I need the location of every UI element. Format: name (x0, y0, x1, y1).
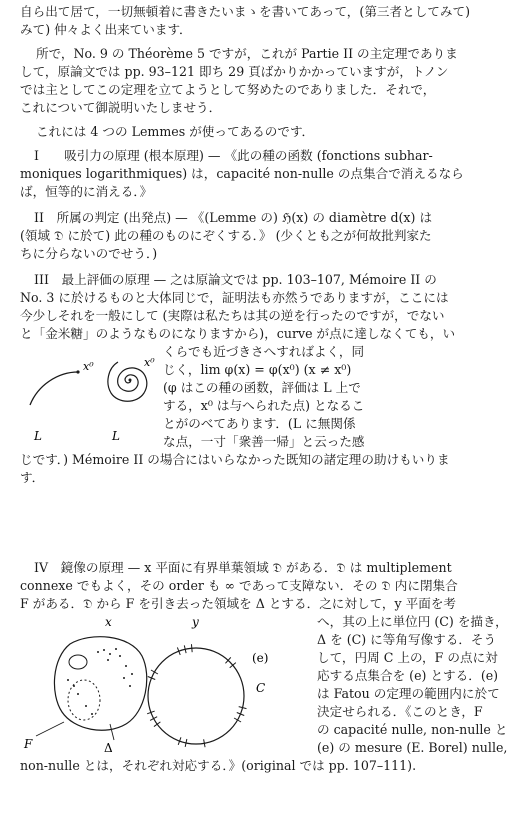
text-line: する，x⁰ は与へられた点) となるこ (163, 398, 365, 413)
text-line: non-nulle とは，それぞれ対応する．》(original では pp. 107–111). (20, 758, 417, 773)
text-line: 所で，No. 9 の Théorème 5 ですが，これが Partie II の主定理でありま (36, 46, 458, 61)
point-x0 (76, 370, 79, 373)
text-line: して，原論文では pp. 93–121 即ち 29 頁ばかりかかっていますが，トノン (20, 64, 449, 79)
label-x0-right: x⁰ (144, 356, 155, 369)
dashed-region (68, 680, 100, 720)
label-c: C (256, 681, 266, 695)
text-line: みて) 仲々よく出来ています． (20, 22, 192, 37)
section-heading-iv: IV 鏡像の原理 — x 平面に有界単葉領域 𝔇 がある．𝔇 は multiplement (34, 560, 452, 575)
text-line: moniques logarithmiques) は，capacité non-nulle の点集合で消えるなら (20, 166, 464, 181)
tick-mark (154, 722, 160, 727)
domain-boundary (54, 637, 146, 731)
ticks-e (147, 644, 246, 747)
text-line: ちに分らないのでせう．) (20, 246, 158, 261)
arc-curve (30, 372, 78, 405)
text-line: No. 3 に於けるものと大体同じで，証明法も亦然うでありますが，ここには (20, 290, 449, 305)
text-line: これについて御説明いたしませう． (20, 100, 222, 115)
label-l-left: L (34, 429, 42, 443)
text-line: では主としてこの定理を立てようとして努めたのでありました．それで， (20, 82, 436, 97)
label-f: F (24, 737, 33, 751)
label-x-plane: x (105, 615, 112, 629)
section-heading-i: I 吸引力の原理 (根本原理) — 《此の種の函数 (fonctions subhar- (34, 148, 433, 163)
label-y-plane: y (192, 615, 199, 629)
label-delta: Δ (104, 741, 113, 755)
text-line: じです．) Mémoire II の場合にはいらなかった既知の諸定理の助けもいりま (20, 452, 450, 467)
tick-mark (234, 718, 241, 722)
inner-hole (69, 655, 87, 669)
text-line: connexe でもよく，その order も ∞ であって支障ない．その 𝔇 内に閉集合 (20, 578, 458, 593)
label-l-right: L (112, 429, 120, 443)
text-line: (領域 𝔇 に於て) 此の種のものにぞくする．》 (少くとも之が何故批判家た (20, 228, 432, 243)
text-line: へ，其の上に単位円 (C) を描き， (317, 614, 508, 629)
text-line: ば，恒等的に消える．》 (20, 184, 153, 199)
text-line: な点，一寸「衆善一帰」と云った感 (163, 434, 365, 449)
spiral-curve (108, 362, 147, 401)
section-heading-ii: II 所属の判定 (出発点) — 《(Lemme の) ℌ(x) の diamètre d(x) は (34, 210, 433, 225)
text-line: くらでも近づきさへすればよく，同 (163, 344, 365, 359)
text-line: は Fatou の定理の範囲内に於て (317, 686, 500, 701)
text-line: F がある．𝔇 から F を引き去った領域を Δ とする．之に対して，y 平面を考 (20, 596, 457, 611)
tick-mark (204, 739, 205, 747)
text-line: の capacité nulle, non-nulle と (317, 722, 508, 737)
label-e: (e) (252, 651, 269, 665)
point-x0-spiral (129, 379, 132, 382)
text-line: と「金米糖」のようなものになりますから)，curve が点に達しなくても，い (20, 326, 456, 341)
section-heading-iii: III 最上評価の原理 — 之は原論文では pp. 103–107, Mémoire II の (34, 272, 437, 287)
text-line: (e) の mesure (E. Borel) nulle, (317, 740, 508, 755)
text-line: 今少しそれを一般にして (実際は私たちは其の逆を行ったのですが，でない (20, 308, 445, 323)
text-line: して，円周 C 上の，F の点に対 (317, 650, 498, 665)
text-line: じく，lim φ(x) = φ(x⁰) (x ≠ x⁰) (163, 362, 352, 377)
text-line: 応する点集合を (e) とする．(e) (317, 668, 499, 683)
tick-mark (151, 670, 158, 674)
text-line: とがのべてあります．(L に無関係 (163, 416, 356, 431)
text-line: 決定せられる．《このとき，F (317, 704, 483, 719)
pointer-f (36, 722, 64, 736)
pointer-delta (110, 724, 114, 740)
label-x0-left: x⁰ (83, 360, 94, 373)
text-line: す． (20, 470, 45, 485)
text-line: これには 4 つの Lemmes が使ってあるのです． (36, 124, 315, 139)
unit-circle (148, 648, 244, 744)
text-line: Δ を (C) に等角写像する．そう (317, 632, 497, 647)
text-line: (φ はこの種の函数，評価は L 上で (163, 380, 361, 395)
tick-mark (191, 644, 192, 652)
tick-mark (150, 717, 157, 721)
figure-mirror-principle (20, 614, 310, 756)
text-line: 自ら出て居て，一切無頓着に書きたいまゝを書いてあって，(第三者としてみて) (20, 4, 470, 19)
figure-curve-and-spiral (20, 350, 160, 460)
